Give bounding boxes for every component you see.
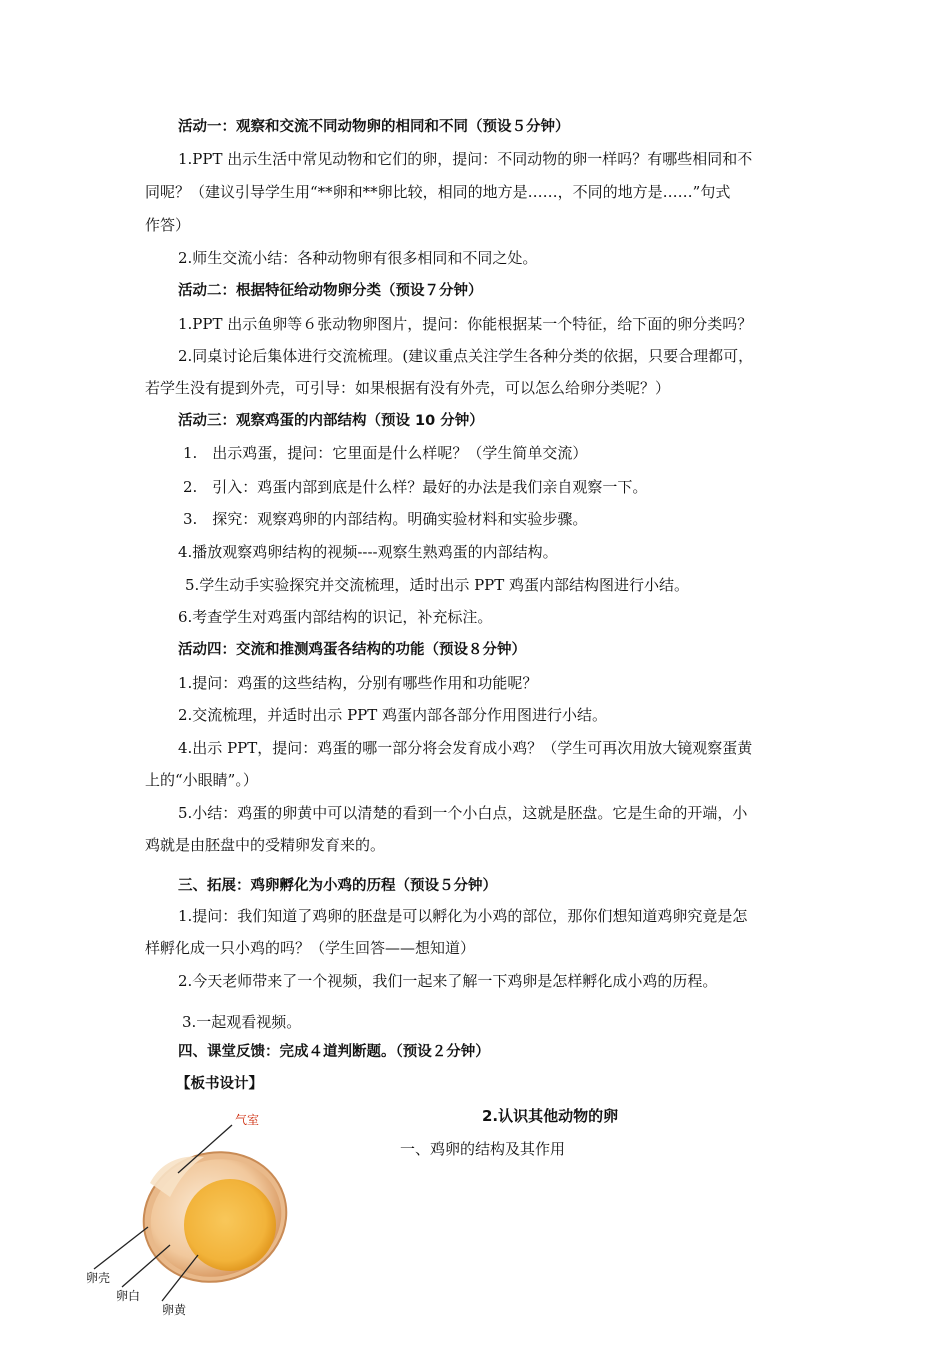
activity4-paragraph5-line2: 鸡就是由胚盘中的受精卵发育来的。 (145, 836, 386, 854)
label-air-cell: 气室 (235, 1113, 260, 1127)
activity4-paragraph5-line1: 5.小结：鸡蛋的卵黄中可以清楚的看到一个小白点，这就是胚盘。它是生命的开端，小 (178, 804, 748, 822)
activity4-heading: 活动四：交流和推测鸡蛋各结构的功能（预设８分钟） (178, 642, 526, 658)
board-title: 2.认识其他动物的卵 (482, 1107, 619, 1125)
activity2-paragraph1: 1.PPT 出示鱼卵等６张动物卵图片，提问：你能根据某一个特征，给下面的卵分类吗？ (178, 315, 753, 333)
activity3-item-3: 3. 探究：观察鸡卵的内部结构。明确实验材料和实验步骤。 (183, 510, 588, 528)
board-heading: 【板书设计】 (176, 1076, 263, 1092)
white-pointer (122, 1245, 170, 1287)
egg-illustration (80, 1105, 310, 1327)
activity1-paragraph1-line1: 1.PPT 出示生活中常见动物和它们的卵，提问：不同动物的卵一样吗？有哪些相同和不 (178, 150, 753, 168)
section4-heading: 四、课堂反馈：完成４道判断题。（预设２分钟） (178, 1044, 490, 1060)
activity4-paragraph1: 1.提问：鸡蛋的这些结构，分别有哪些作用和功能呢？ (178, 674, 538, 692)
activity1-paragraph1-line3: 作答） (145, 216, 191, 234)
section3-paragraph1-line1: 1.提问：我们知道了鸡卵的胚盘是可以孵化为小鸡的部位，那你们想知道鸡卵究竟是怎 (178, 907, 748, 925)
activity4-paragraph4-line2: 上的“小眼睛”。） (145, 771, 258, 789)
activity1-heading: 活动一：观察和交流不同动物卵的相同和不同（预设５分钟） (178, 119, 570, 135)
label-yolk: 卵黄 (162, 1303, 187, 1317)
activity3-item-4: 4.播放观察鸡卵结构的视频----观察生熟鸡蛋的内部结构。 (178, 543, 558, 561)
activity3-item-6: 6.考查学生对鸡蛋内部结构的识记，补充标注。 (178, 608, 493, 626)
section3-paragraph1-line2: 样孵化成一只小鸡的吗？（学生回答——想知道） (145, 939, 476, 957)
activity3-item-1: 1. 出示鸡蛋，提问：它里面是什么样呢？（学生简单交流） (183, 444, 588, 462)
section3-paragraph3: 3.一起观看视频。 (182, 1013, 302, 1031)
activity3-heading: 活动三：观察鸡蛋的内部结构（预设 10 分钟） (178, 413, 484, 429)
egg-yolk (184, 1179, 276, 1271)
activity2-heading: 活动二：根据特征给动物卵分类（预设７分钟） (178, 283, 483, 299)
activity2-paragraph2-line1: 2.同桌讨论后集体进行交流梳理。(建议重点关注学生各种分类的依据，只要合理都可， (178, 347, 754, 365)
egg-structure-diagram (80, 1105, 310, 1327)
shell-pointer (94, 1227, 148, 1269)
section3-heading: 三、拓展：鸡卵孵化为小鸡的历程（预设５分钟） (178, 878, 497, 894)
activity4-paragraph2: 2.交流梳理，并适时出示 PPT 鸡蛋内部各部分作用图进行小结。 (178, 706, 608, 724)
activity3-item-2: 2. 引入：鸡蛋内部到底是什么样？最好的办法是我们亲自观察一下。 (183, 478, 648, 496)
label-shell: 卵壳 (86, 1271, 111, 1285)
section3-paragraph2: 2.今天老师带来了一个视频，我们一起来了解一下鸡卵是怎样孵化成小鸡的历程。 (178, 972, 718, 990)
activity4-paragraph4-line1: 4.出示 PPT，提问：鸡蛋的哪一部分将会发育成小鸡？（学生可再次用放大镜观察蛋黄 (178, 739, 753, 757)
activity1-paragraph2: 2.师生交流小结：各种动物卵有很多相同和不同之处。 (178, 249, 538, 267)
label-white: 卵白 (116, 1289, 141, 1303)
activity3-item-5: 5.学生动手实验探究并交流梳理，适时出示 PPT 鸡蛋内部结构图进行小结。 (185, 576, 690, 594)
board-subtitle: 一、鸡卵的结构及其作用 (400, 1140, 566, 1158)
activity1-paragraph1-line2: 同呢？（建议引导学生用“**卵和**卵比较，相同的地方是……，不同的地方是……”句式 (145, 183, 731, 201)
activity2-paragraph2-line2: 若学生没有提到外壳，可引导：如果根据有没有外壳，可以怎么给卵分类呢？） (145, 379, 671, 397)
